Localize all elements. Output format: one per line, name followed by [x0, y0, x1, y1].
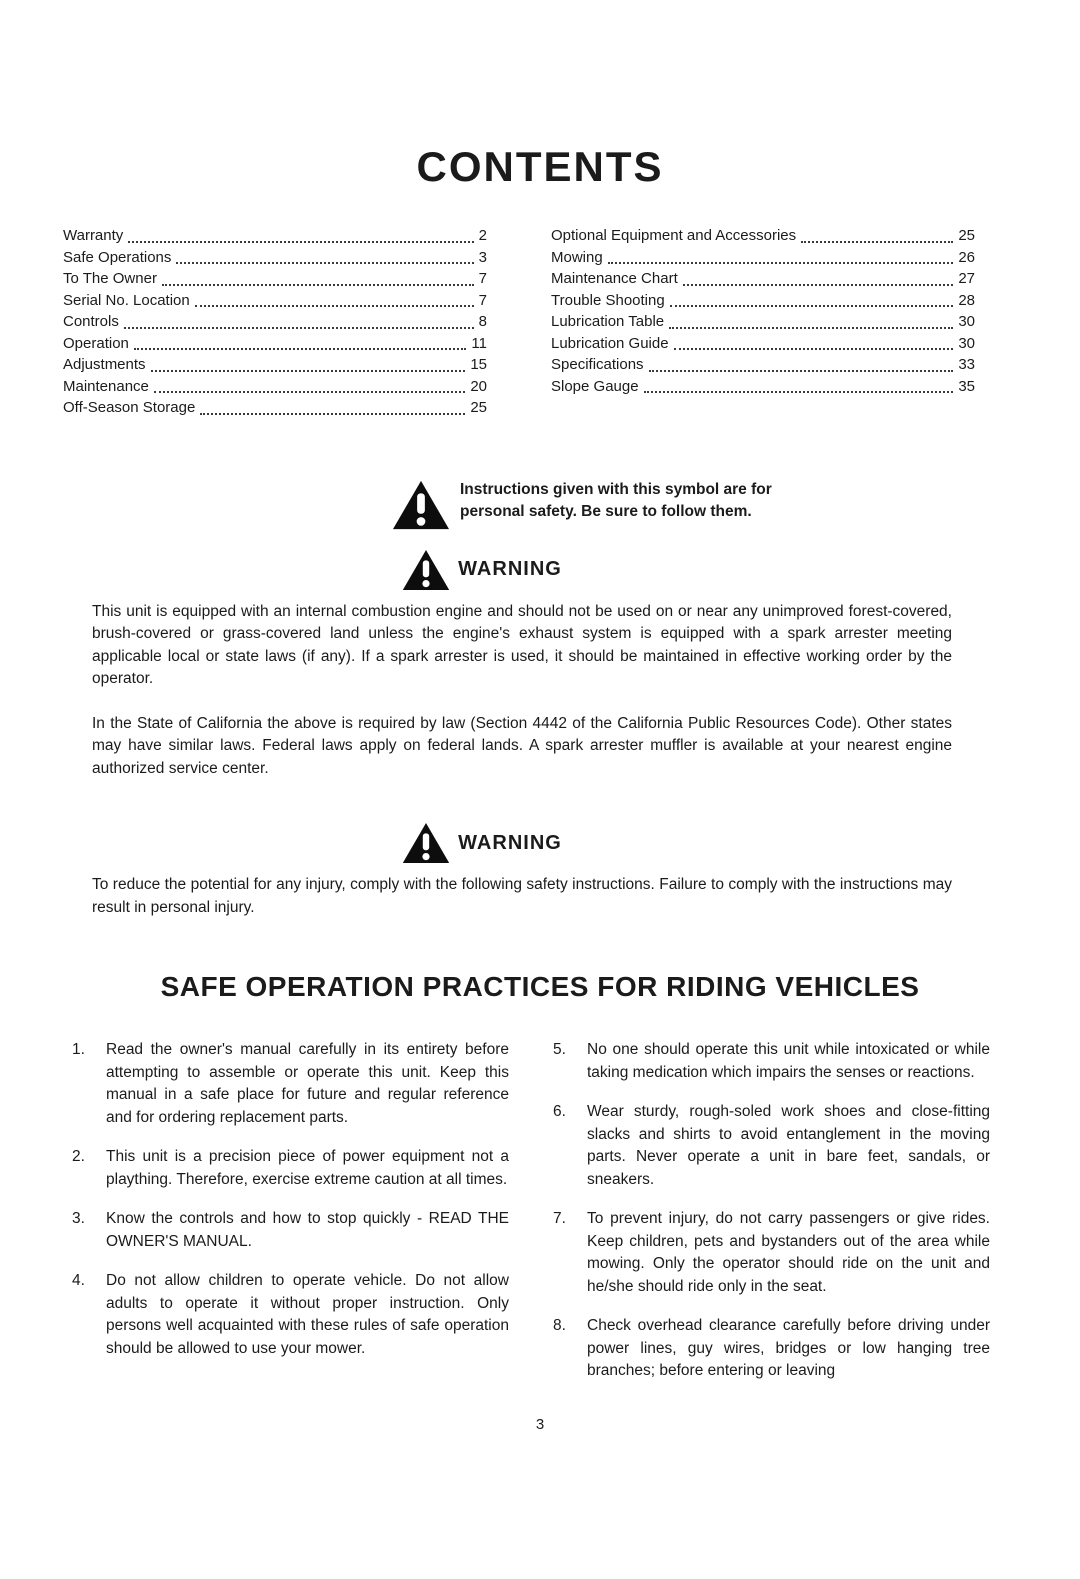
toc-entry-title: Maintenance: [63, 377, 149, 395]
toc-row: [551, 333, 975, 355]
toc-entry-title: Trouble Shooting: [551, 291, 665, 309]
numbered-item: [70, 1208, 509, 1253]
toc-leader: [134, 348, 467, 350]
item-number: 1.: [72, 1041, 85, 1058]
toc-entry-page: 15: [470, 356, 487, 373]
toc-entry-page: 7: [478, 270, 487, 287]
toc-leader: [151, 370, 466, 372]
item-number: 4.: [72, 1272, 85, 1289]
toc-entry-title: Operation: [63, 334, 129, 352]
toc-entry-page: 3: [478, 248, 487, 266]
toc-entry-title: Serial No. Location: [63, 291, 190, 309]
warning-label: WARNING: [458, 558, 562, 580]
toc-leader: [124, 327, 474, 329]
toc-row: [63, 268, 487, 290]
item-number: 7.: [553, 1210, 566, 1227]
item-text: Wear sturdy, rough-soled work shoes and close-fitting slacks and shirts to avoid entanglement in the moving parts. Never operate a unit in bare feet, sandals, or sneakers.: [587, 1103, 990, 1188]
item-text: No one should operate this unit while intoxicated or while taking medication which impairs the senses or reactions.: [587, 1041, 990, 1081]
safety-rules-list: [70, 1039, 990, 1400]
item-number: 5.: [553, 1041, 566, 1058]
page-title: CONTENTS: [416, 143, 664, 190]
toc-entry-page: 7: [478, 291, 487, 309]
toc-entry-title: Adjustments: [63, 356, 146, 373]
toc-leader: [200, 413, 465, 415]
toc-entry-page: 33: [958, 356, 975, 373]
warning-paragraph: In the State of California the above is required by law (Section 4442 of the California Public Resources Code). Other states may have similar laws. Federal laws apply on federal lands. A spark arrester muffler is available at your nearest engine authorized service center.: [92, 714, 952, 777]
warning-triangle-icon: [402, 822, 450, 864]
toc-entry-title: To The Owner: [63, 270, 157, 287]
warning-triangle-icon: [392, 479, 450, 531]
toc-entry-title: Specifications: [551, 356, 644, 373]
numbered-item: [551, 1101, 990, 1191]
toc-row: [551, 311, 975, 333]
toc-leader: [674, 348, 954, 350]
numbered-item: [70, 1039, 509, 1129]
toc-entry-title: Lubrication Guide: [551, 334, 669, 352]
toc-row: [551, 290, 975, 312]
toc-entry-page: 2: [478, 227, 487, 244]
numbered-item: [551, 1315, 990, 1383]
item-number: 8.: [553, 1317, 566, 1334]
item-number: 3.: [72, 1210, 85, 1227]
numbered-item: [551, 1039, 990, 1084]
toc-row: [63, 290, 487, 312]
item-text: Check overhead clearance carefully before driving under power lines, guy wires, bridges or low hanging tree branches; before entering or leaving: [587, 1317, 990, 1379]
toc-entry-title: Controls: [63, 313, 119, 330]
safety-symbol-note: [392, 479, 822, 531]
rules-right-column: [551, 1039, 990, 1400]
toc-entry-page: 20: [470, 377, 487, 395]
toc-right-column: [551, 225, 975, 419]
toc-entry-page: 25: [470, 399, 487, 416]
toc-entry-page: 11: [471, 334, 487, 352]
toc-row: [551, 354, 975, 376]
warning-heading: [0, 822, 1022, 864]
toc-leader: [801, 241, 953, 243]
toc-entry-page: 27: [958, 270, 975, 287]
toc-entry-page: 30: [958, 334, 975, 352]
item-text: Read the owner's manual carefully in its entirety before attempting to assemble or operate this unit. Keep this manual in a safe place for future and regular reference and for ordering replacement parts.: [106, 1041, 509, 1126]
toc-leader: [649, 370, 954, 372]
toc-entry-title: Maintenance Chart: [551, 270, 678, 287]
toc-leader: [644, 391, 954, 393]
toc-entry-title: Optional Equipment and Accessories: [551, 227, 797, 244]
toc-entry-title: Mowing: [551, 248, 603, 266]
toc-leader: [128, 241, 473, 243]
toc-row: [63, 225, 487, 247]
section-heading: SAFE OPERATION PRACTICES FOR RIDING VEHICLES: [160, 971, 920, 1002]
toc-entry-title: Safe Operations: [63, 248, 172, 266]
toc-leader: [669, 327, 953, 329]
toc-row: [63, 247, 487, 269]
numbered-item: [551, 1208, 990, 1298]
toc-row: [551, 225, 975, 247]
toc-row: [551, 247, 975, 269]
toc-row: [63, 333, 487, 355]
toc-row: [63, 376, 487, 398]
warning-paragraph: This unit is equipped with an internal combustion engine and should not be used on or near any unimproved forest-covered, brush-covered or grass-covered land unless the engine's exhaust system is equipped with a spark arrester meeting applicable local or state laws (if any). If a spark arrester is used, it should be maintained in effective working order by the operator.: [92, 602, 952, 687]
item-text: This unit is a precision piece of power equipment not a plaything. Therefore, exercise extreme caution at all times.: [106, 1148, 509, 1188]
toc-leader: [683, 284, 954, 286]
item-number: 2.: [72, 1148, 85, 1165]
numbered-item: [70, 1146, 509, 1191]
item-text: Know the controls and how to stop quickly - READ THE OWNER'S MANUAL.: [106, 1210, 509, 1250]
page-number: 3: [535, 1415, 545, 1433]
warning-heading: [0, 549, 1022, 591]
toc-entry-page: 25: [958, 227, 975, 244]
rules-left-column: [70, 1039, 509, 1400]
toc-leader: [195, 305, 474, 307]
toc-leader: [670, 305, 954, 307]
toc-left-column: [63, 225, 487, 419]
toc-entry-page: 30: [958, 313, 975, 330]
toc-leader: [176, 262, 473, 264]
toc-row: [63, 397, 487, 419]
toc-entry-title: Lubrication Table: [551, 313, 665, 330]
toc-leader: [608, 262, 954, 264]
item-text: Do not allow children to operate vehicle. Do not allow adults to operate it without proper instruction. Only persons well acquainted with these rules of safe operation should be allowed to use your mower.: [106, 1272, 509, 1357]
toc-leader: [154, 391, 465, 393]
toc-entry-page: 8: [478, 313, 487, 330]
item-text: To prevent injury, do not carry passengers or give rides. Keep children, pets and bystanders out of the area while mowing. Only the operator should ride on the unit and he/she should ride only in the seat.: [587, 1210, 990, 1295]
toc-row: [551, 268, 975, 290]
toc-leader: [162, 284, 474, 286]
numbered-item: [70, 1270, 509, 1360]
item-number: 6.: [553, 1103, 566, 1120]
toc-entry-title: Off-Season Storage: [63, 399, 196, 416]
toc-row: [63, 311, 487, 333]
toc-entry-page: 35: [958, 377, 975, 395]
toc-entry-title: Slope Gauge: [551, 377, 639, 395]
safety-symbol-text: Instructions given with this symbol are for personal safety. Be sure to follow them.: [460, 480, 772, 520]
toc-row: [63, 354, 487, 376]
toc-entry-page: 28: [958, 291, 975, 309]
toc-row: [551, 376, 975, 398]
toc-entry-title: Warranty: [63, 227, 124, 244]
warning-triangle-icon: [402, 549, 450, 591]
table-of-contents: [63, 225, 975, 419]
warning-label: WARNING: [458, 831, 562, 854]
warning-paragraph: To reduce the potential for any injury, comply with the following safety instructions. Failure to comply with the instructions may result in personal injury.: [92, 876, 952, 916]
toc-entry-page: 26: [958, 248, 975, 266]
